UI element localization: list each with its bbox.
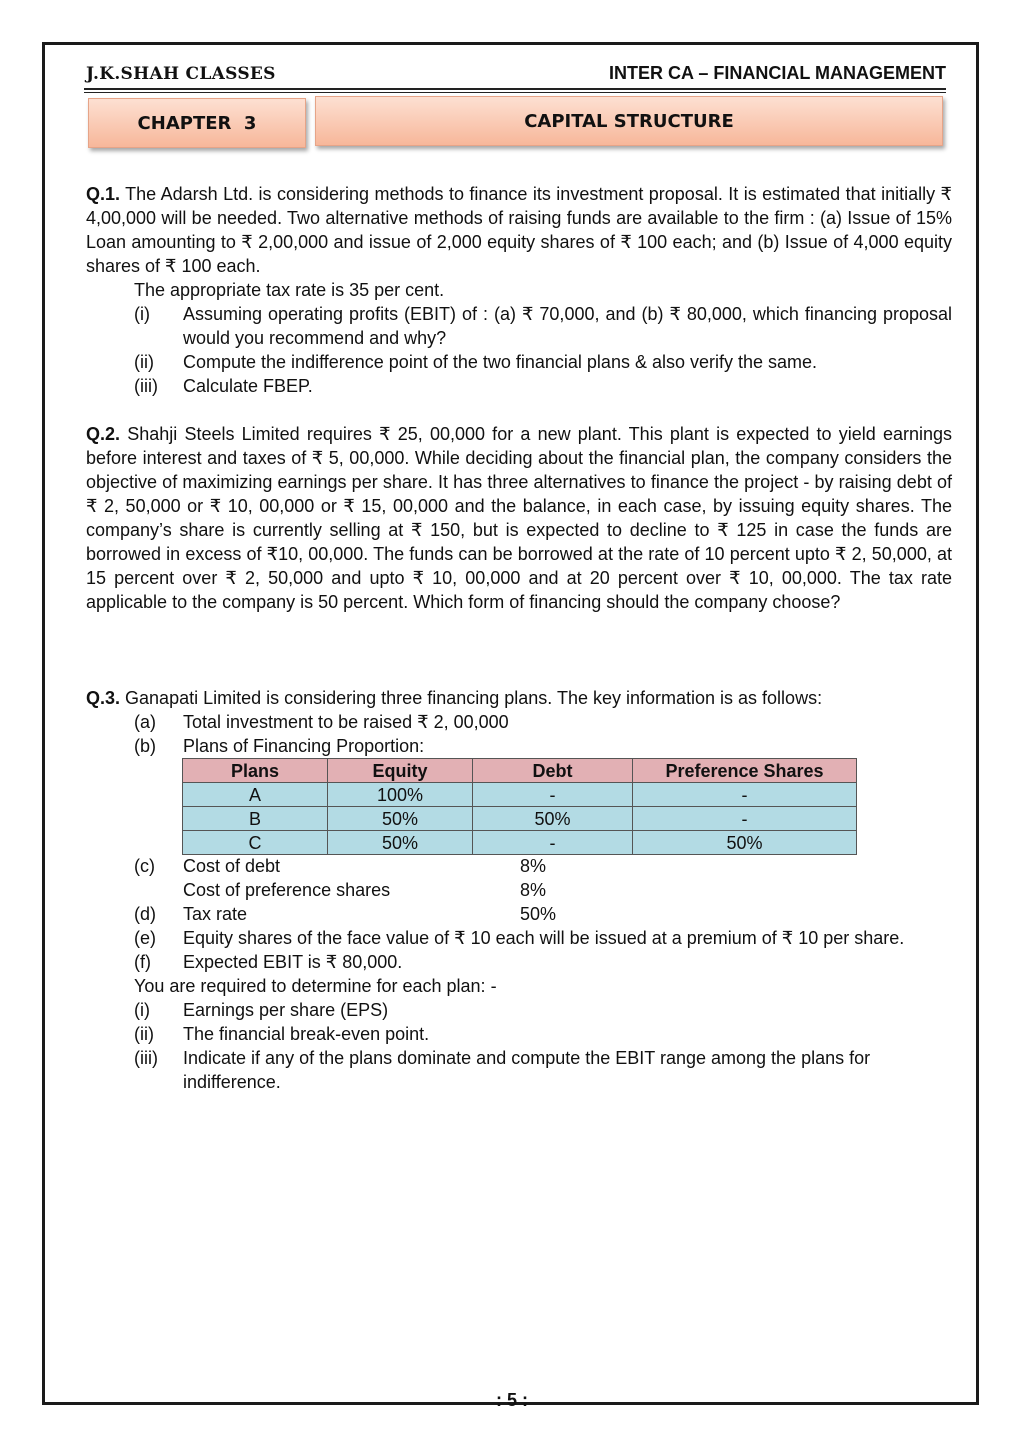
item-text: Assuming operating profits (EBIT) of : (a) ₹ 70,000, and (b) ₹ 80,000, which financing proposal would you recommend and why? xyxy=(183,304,952,348)
table-cell: B xyxy=(183,807,328,831)
table-row xyxy=(183,831,857,855)
item-label: (f) xyxy=(134,952,151,972)
question-3-text-block xyxy=(86,686,952,710)
question-3-item-f xyxy=(134,950,952,974)
table-cell: 100% xyxy=(328,783,473,807)
table-header: Plans xyxy=(183,759,328,783)
table-cell: 50% xyxy=(633,831,857,855)
item-text: Equity shares of the face value of ₹ 10 each will be issued at a premium of ₹ 10 per share. xyxy=(183,928,905,948)
table-header: Equity xyxy=(328,759,473,783)
header-rule xyxy=(84,88,946,90)
item-label: (i) xyxy=(134,1000,150,1020)
cost-of-preference-row xyxy=(134,878,952,902)
item-label: (iii) xyxy=(134,376,158,396)
table-header-row xyxy=(183,759,857,783)
question-1 xyxy=(86,182,952,398)
question-3-item-a xyxy=(134,710,952,734)
item-label: (ii) xyxy=(134,352,154,372)
item-text: Earnings per share (EPS) xyxy=(183,1000,389,1020)
question-1-tax: The appropriate tax rate is 35 per cent. xyxy=(134,280,445,300)
table-cell: - xyxy=(633,783,857,807)
table-cell: - xyxy=(473,783,633,807)
table-cell: 50% xyxy=(473,807,633,831)
item-label: (iii) xyxy=(134,1048,158,1068)
table-cell: - xyxy=(473,831,633,855)
chapter-title-box xyxy=(315,96,943,146)
chapter-title: CAPITAL STRUCTURE xyxy=(524,111,734,132)
item-text: Total investment to be raised ₹ 2, 00,000 xyxy=(183,712,509,732)
item-label: (i) xyxy=(134,304,150,324)
financing-plans-table xyxy=(182,758,857,855)
item-label: (e) xyxy=(134,928,156,948)
page-number: : 5 : xyxy=(495,1390,528,1410)
table-cell: 50% xyxy=(328,831,473,855)
question-3-item xyxy=(134,1046,952,1094)
cost-value: 8% xyxy=(520,856,547,876)
question-1-item xyxy=(134,302,952,350)
question-2-text: Shahji Steels Limited requires ₹ 25, 00,000 for a new plant. This plant is expected to yield earnings before interest and taxes of ₹ 5, 00,000. While deciding about the financial plan, the company considers the objective of maximizing earnings per share. It has three alternatives to finance the project - by raising debt of ₹ 2, 50,000 or ₹ 10, 00,000 or ₹ 15, 00,000 and the balance, in each case, by issuing equity shares. The company’s share is currently selling at ₹ 150, but is expected to decline to ₹ 125 in case the funds are borrowed in excess of ₹10, 00,000. The funds can be borrowed at the rate of 10 percent upto ₹ 2, 50,000, at 15 percent over ₹ 2, 50,000 and upto ₹ 10, 00,000 and at 20 percent over ₹ 10, 00,000. The tax rate applicable to the company is 50 percent. Which form of financing should the company choose? xyxy=(86,424,952,612)
table-cell: - xyxy=(633,807,857,831)
item-label: (a) xyxy=(134,712,156,732)
question-2-text-block xyxy=(86,422,952,614)
header-rule-thin xyxy=(84,92,946,93)
question-2 xyxy=(86,422,952,614)
table-cell: A xyxy=(183,783,328,807)
table-header: Preference Shares xyxy=(633,759,857,783)
item-text: Expected EBIT is ₹ 80,000. xyxy=(183,952,403,972)
question-2-number: Q.2. xyxy=(86,424,121,444)
question-1-text: The Adarsh Ltd. is considering methods to finance its investment proposal. It is estimated that initially ₹ 4,00,000 will be needed. Two alternative methods of raising funds are available to the firm : (a) Issue of 15% Loan amounting to ₹ 2,00,000 and issue of 2,000 equity shares of ₹ 100 each; and (b) Issue of 4,000 equity shares of ₹ 100 each. xyxy=(86,184,952,276)
cost-name: Tax rate xyxy=(183,904,248,924)
header-course: INTER CA – FINANCIAL MANAGEMENT xyxy=(609,63,946,83)
question-3-text: Ganapati Limited is considering three financing plans. The key information is as follows: xyxy=(125,688,823,708)
tax-rate-row xyxy=(134,902,952,926)
table-row xyxy=(183,807,857,831)
item-text: Indicate if any of the plans dominate and compute the EBIT range among the plans for indifference. xyxy=(183,1048,871,1092)
cost-of-debt-row xyxy=(134,854,952,878)
table-header: Debt xyxy=(473,759,633,783)
item-text: Compute the indifference point of the two financial plans & also verify the same. xyxy=(183,352,818,372)
question-3-item-b xyxy=(134,734,952,758)
cost-name: Cost of debt xyxy=(183,856,281,876)
question-3-item-e xyxy=(134,926,952,950)
item-text: Plans of Financing Proportion: xyxy=(183,736,425,756)
question-3 xyxy=(86,686,952,1094)
question-1-item xyxy=(134,350,952,374)
question-1-number: Q.1. xyxy=(86,184,121,204)
question-3-required: You are required to determine for each plan: - xyxy=(134,976,497,996)
item-text: Calculate FBEP. xyxy=(183,376,313,396)
cost-value: 50% xyxy=(520,904,557,924)
question-1-item xyxy=(134,374,952,398)
item-label: (c) xyxy=(134,856,155,876)
table-cell: 50% xyxy=(328,807,473,831)
item-label: (ii) xyxy=(134,1024,154,1044)
chapter-box xyxy=(88,98,306,148)
table-row xyxy=(183,783,857,807)
question-1-text-block xyxy=(86,182,952,278)
item-label: (b) xyxy=(134,736,156,756)
chapter-label: CHAPTER 3 xyxy=(137,112,257,134)
item-text: The financial break-even point. xyxy=(183,1024,430,1044)
item-label: (d) xyxy=(134,904,156,924)
table-cell: C xyxy=(183,831,328,855)
question-3-number: Q.3. xyxy=(86,688,121,708)
cost-value: 8% xyxy=(520,880,547,900)
cost-name: Cost of preference shares xyxy=(183,880,391,900)
header-institute: J.K.SHAH CLASSES xyxy=(86,64,276,84)
question-3-item xyxy=(134,998,952,1022)
question-3-item xyxy=(134,1022,952,1046)
